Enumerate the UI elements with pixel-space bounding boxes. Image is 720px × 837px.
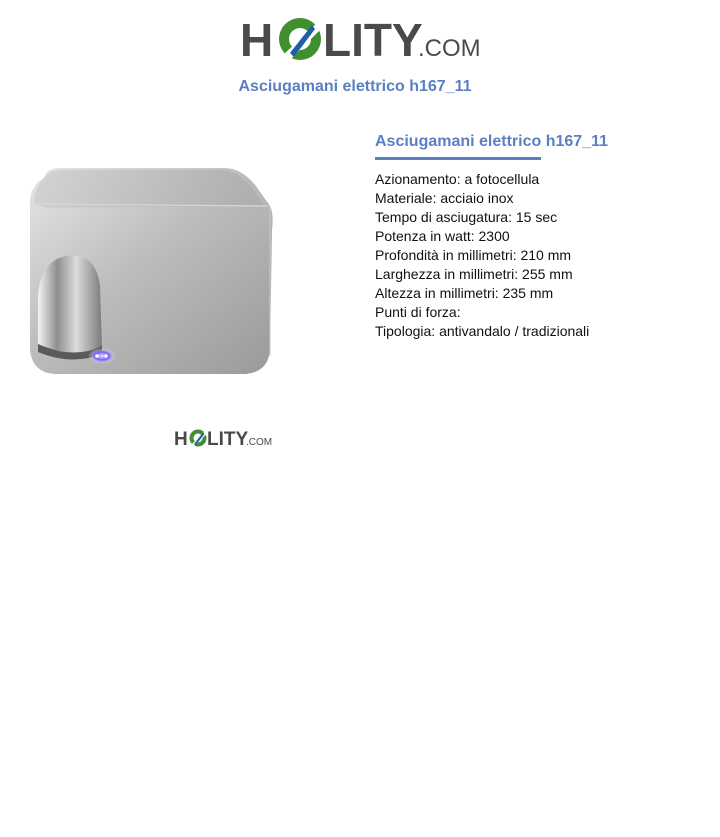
holity-logo [240,10,485,68]
logo-prefix: H [240,14,274,66]
spec-item-azionamento: Azionamento: a fotocellula [375,171,540,187]
logo-small-domain: .COM [246,437,273,448]
holity-logo-small [174,426,274,450]
logo-suffix: LITY [323,14,423,66]
product-heading: Asciugamani elettrico h167_11 [375,133,608,150]
spec-item-materiale: Materiale: acciaio inox [375,190,514,206]
spec-item-punti-di-forza: Punti di forza: [375,304,461,320]
page-title: Asciugamani elettrico h167_11 [238,78,472,95]
hand-dryer-photo-icon [24,160,280,382]
logo-small-ring-icon [190,430,208,448]
spec-item-tipologia: Tipologia: antivandalo / tradizionali [375,323,590,339]
spec-item-profondita: Profondità in millimetri: 210 mm [375,247,572,263]
spec-list [375,170,705,341]
logo-small-suffix: LITY [207,429,249,450]
heading-underline [375,157,541,160]
spec-item-tempo: Tempo di asciugatura: 15 sec [375,209,558,225]
logo-small-prefix: H [174,429,188,450]
spec-item-potenza: Potenza in watt: 2300 [375,228,510,244]
logo-domain: .COM [418,35,481,62]
spec-item-larghezza: Larghezza in millimetri: 255 mm [375,266,573,282]
product-details [375,131,705,341]
spec-item-altezza: Altezza in millimetri: 235 mm [375,285,554,301]
logo-ring-icon [279,18,322,62]
